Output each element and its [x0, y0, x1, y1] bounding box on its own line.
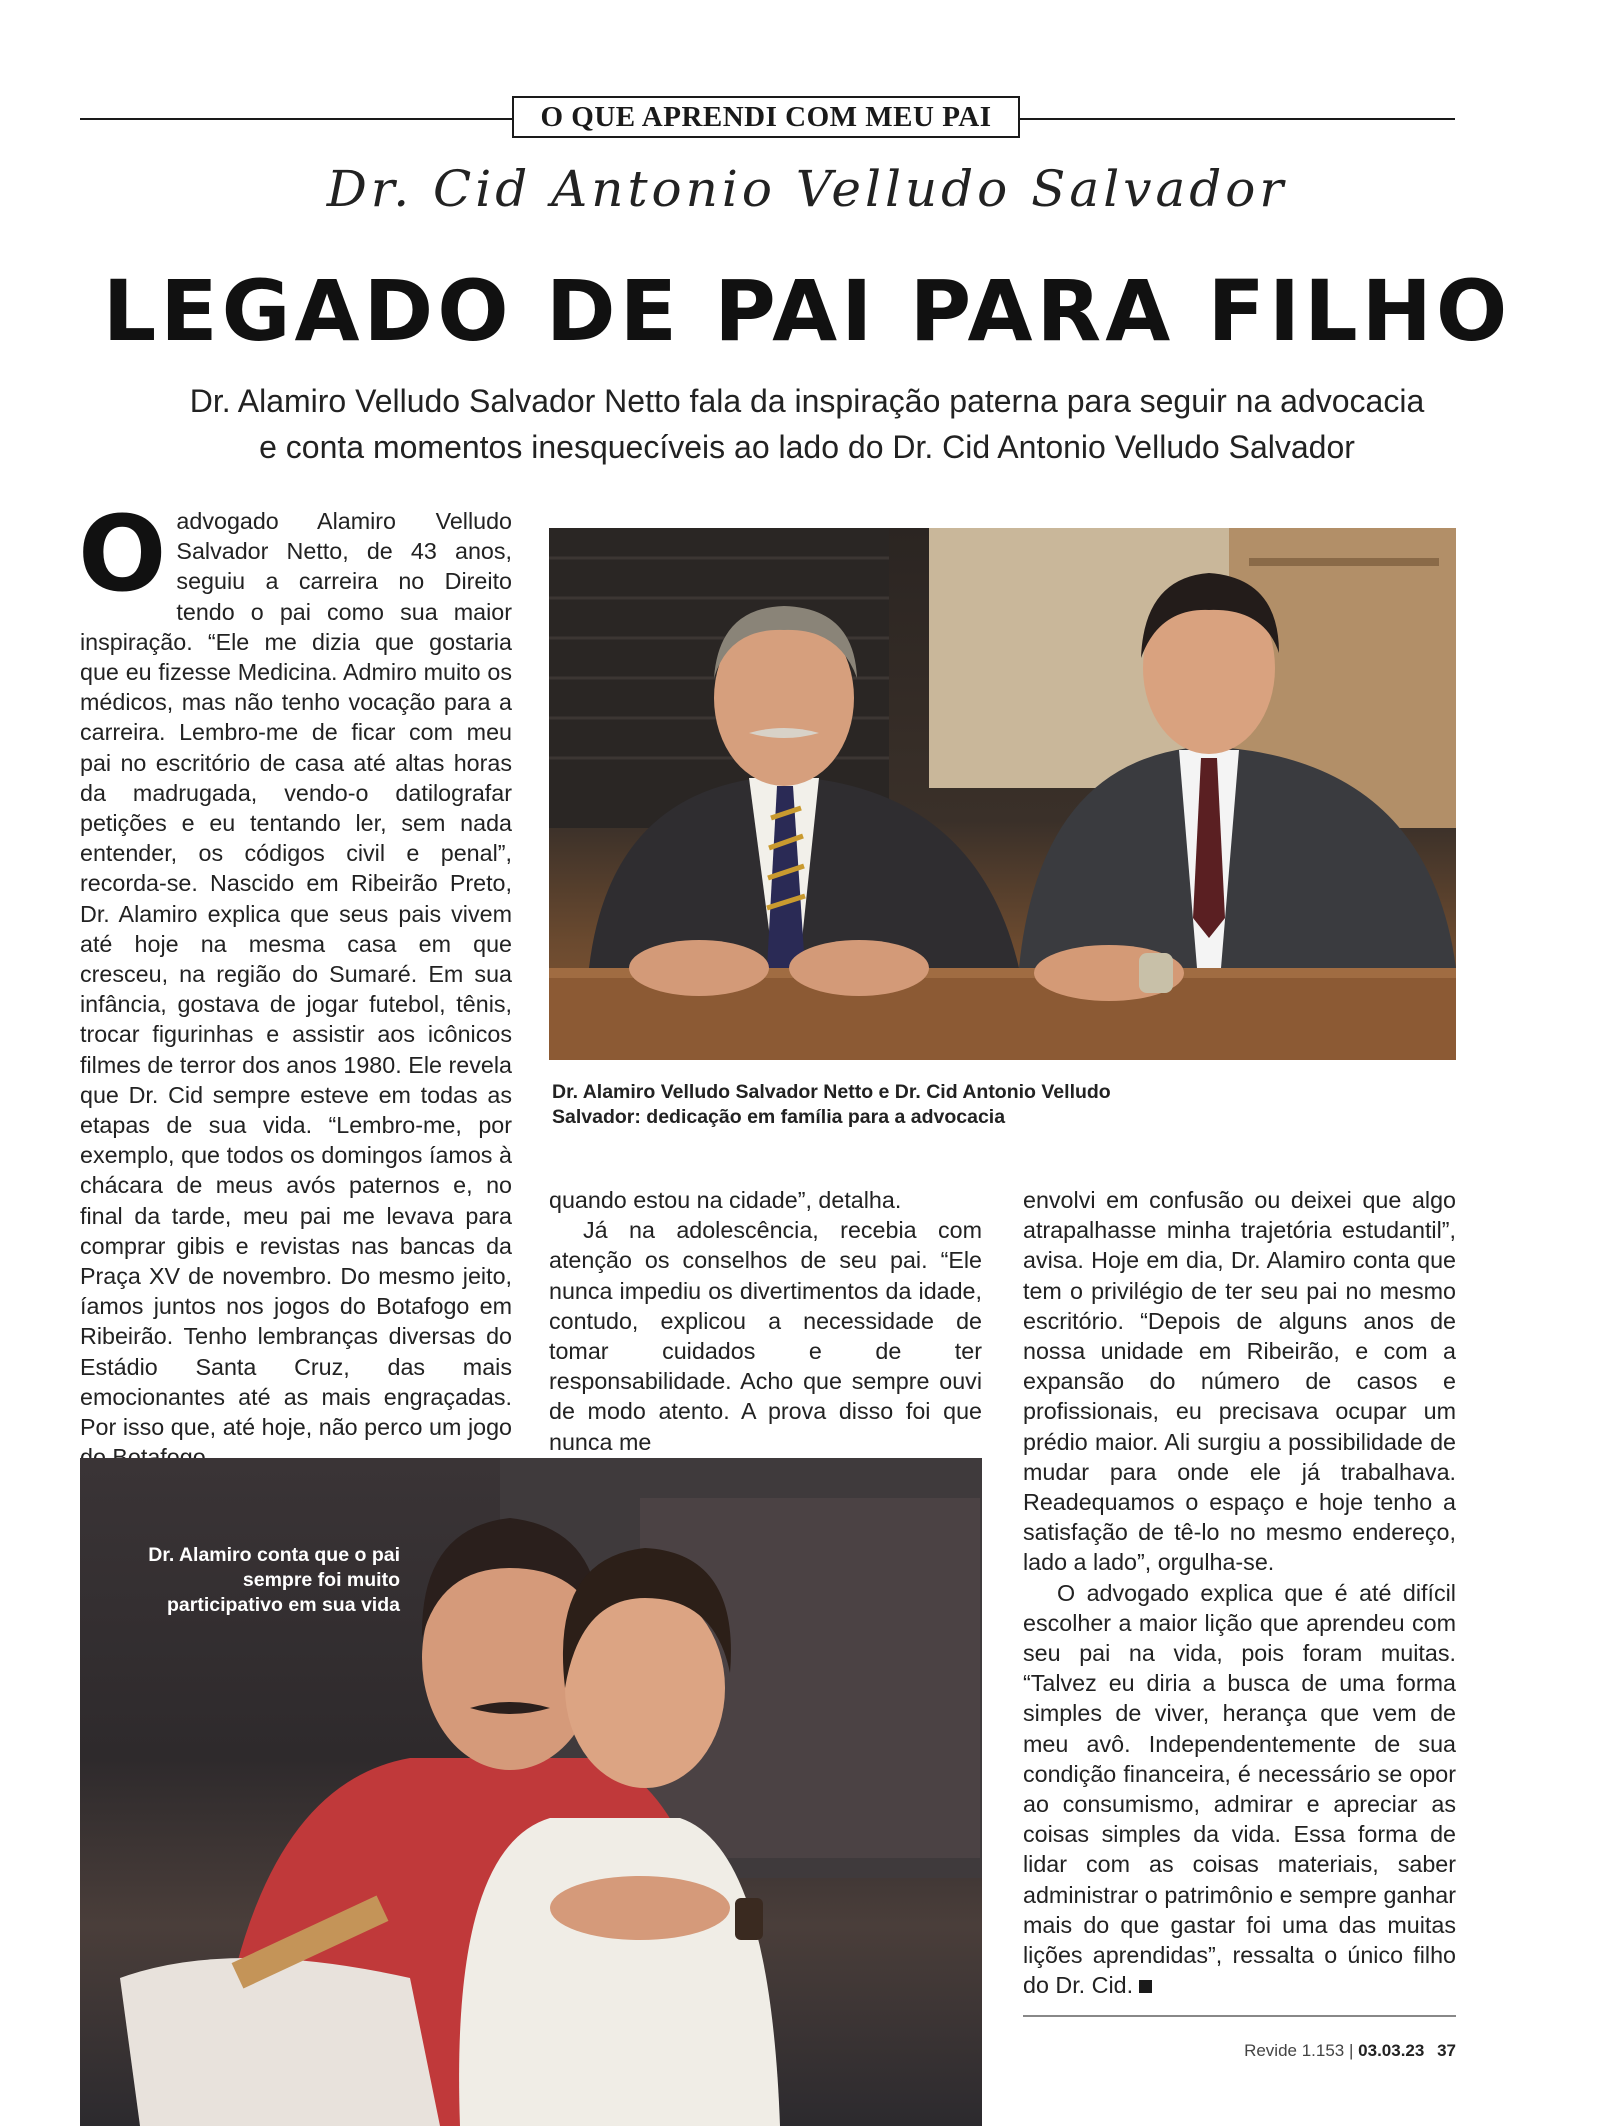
photo-father-and-son: [549, 528, 1456, 1060]
deck-line-1: Dr. Alamiro Velludo Salvador Netto fala da inspiração paterna para seguir na advocacia: [189, 383, 1425, 419]
article-title: LEGADO DE PAI PARA FILHO: [102, 262, 1512, 360]
section-label: O QUE APRENDI COM MEU PAI: [512, 96, 1020, 138]
page-number: 37: [1437, 2041, 1456, 2060]
paragraph-2-end: envolvi em confusão ou deixei que algo atrapalhasse minha trajetória estudantil”, avisa. Hoje em dia, Dr. Alamiro conta que tem o privilégio de ter seu pai no mesmo escritório. “Depois de alguns anos de nossa unidade em Ribeirão, e com a expansão do número de casos e profissionais, eu precisava ocupar um prédio maior. Ali surgiu a possibilidade de mudar para onde ele já trabalhava. Readequamos o espaço e hoje tenho a satisfação de tê-lo no mesmo endereço, lado a lado”, orgulha-se.: [1023, 1187, 1456, 1576]
deck-line-2: e conta momentos inesquecíveis ao lado do Dr. Cid Antonio Velludo Salvador: [259, 429, 1355, 465]
body-column-2: [549, 1185, 982, 1457]
footer-separator: |: [1349, 2041, 1354, 2060]
body-column-1: [78, 493, 512, 1473]
body-column-3: [1023, 1185, 1456, 2000]
paragraph-3: O advogado explica que é até difícil escolher a maior lição que aprendeu com seu pai na vida, pois foram muitas. “Talvez eu diria a busca de uma forma simples de viver, herança que vem de meu avô. Independentemente de sua condição financeira, é necessário se opor ao consumismo, admirar e apreciar as coisas simples da vida. Essa forma de lidar com as coisas materiais, saber administrar o patrimônio e sempre ganhar mais do que gastar foi uma das muitas lições aprendidas”, ressalta o único filho do Dr. Cid.: [1023, 1579, 1456, 1999]
paragraph-2: Já na adolescência, recebia com atenção os conselhos de seu pai. “Ele nunca impediu os divertimentos da idade, contudo, explicou a necessidade de tomar cuidados e de ter responsabilidade. Acho que sempre ouvi de modo atento. A prova disso foi que nunca me: [549, 1217, 982, 1455]
paragraph-1: advogado Alamiro Velludo Salvador Netto, de 43 anos, seguiu a carreira no Direito tendo o pai como sua maior inspiração. “Ele me dizia que gostaria que eu fizesse Medicina. Admiro muito os médicos, mas não tenho vocação para a carreira. Lembro-me de ficar com meu pai no escritório de casa até altas horas da madrugada, vendo-o datilografar petições e eu tentando ler, sem nada entender, os códigos civil e penal”, recorda-se. Nascido em Ribeirão Preto, Dr. Alamiro explica que seus pais vivem até hoje na mesma casa em que cresceu, na região do Sumaré. Em sua infância, gostava de jogar futebol, tênis, trocar figurinhas e assistir aos icônicos filmes de terror dos anos 1980. Ele revela que Dr. Cid sempre esteve em todas as etapas de sua vida. “Lembro-me, por exemplo, que todos os domingos íamos à chácara de meus avós paternos e, no final da tarde, meu pai me levava para comprar gibis e revistas nas bancas da Praça XV de novembro. Do mesmo jeito, íamos juntos nos jogos do Botafogo em Ribeirão. Tenho lembranças diversas do Estádio Santa Cruz, das mais emocionantes até as mais engraçadas. Por isso que, até hoje, não perco um jogo: [80, 508, 512, 1441]
issue-date: 03.03.23: [1358, 2041, 1425, 2060]
inset-photo-caption: Dr. Alamiro conta que o pai sempre foi muito participativo em sua vida: [148, 1544, 400, 1616]
main-photo-caption: Dr. Alamiro Velludo Salvador Netto e Dr. Cid Antonio Velludo Salvador: dedicação em família para a advocacia: [552, 1081, 1111, 1128]
article-deck: [100, 378, 1514, 470]
magazine-issue: Revide 1.153: [1244, 2041, 1345, 2060]
paragraph-1-end: quando estou na cidade”, detalha.: [549, 1187, 902, 1213]
page-footer: [1244, 2041, 1456, 2061]
drop-cap: O: [78, 493, 167, 615]
end-of-article-mark: [1139, 1980, 1152, 1993]
byline-signature: Dr. Cid Antonio Velludo Salvador: [326, 160, 1288, 218]
footer-rule: [1023, 2015, 1456, 2017]
